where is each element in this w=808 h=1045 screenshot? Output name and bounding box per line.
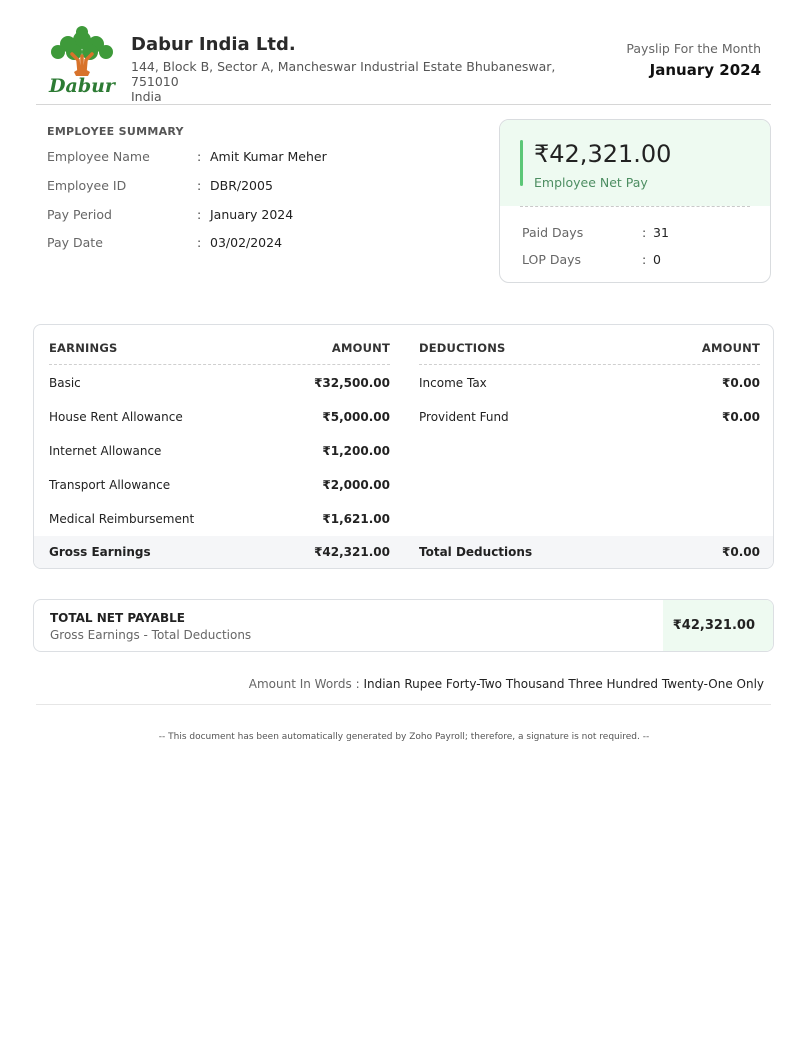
- company-name: Dabur India Ltd.: [131, 34, 296, 55]
- company-address: [131, 59, 591, 104]
- earning-label-basic: Basic: [49, 376, 81, 390]
- earning-amount-transport: ₹2,000.00: [322, 478, 390, 492]
- deductions-header: DEDUCTIONS: [419, 341, 506, 355]
- divider: [36, 704, 771, 705]
- company-address-line1: 144, Block B, Sector A, Mancheswar Industrial Estate Bhubaneswar, 751010: [131, 59, 556, 89]
- deduction-amount-provident-fund: ₹0.00: [722, 410, 760, 424]
- summary-label: Employee ID: [47, 178, 127, 193]
- earnings-header: EARNINGS: [49, 341, 118, 355]
- total-deductions-label: Total Deductions: [419, 545, 533, 559]
- summary-row-pay-date: Pay Date : 03/02/2024: [47, 235, 283, 250]
- net-payable-subtitle: Gross Earnings - Total Deductions: [50, 628, 252, 642]
- deduction-label-provident-fund: Provident Fund: [419, 410, 509, 424]
- payslip-header: [36, 24, 771, 105]
- earning-amount-medical: ₹1,621.00: [322, 512, 390, 526]
- net-payable-title: TOTAL NET PAYABLE: [50, 611, 186, 625]
- totals-row: [34, 536, 773, 568]
- earning-amount-basic: ₹32,500.00: [314, 376, 390, 390]
- summary-label: Employee Name: [47, 149, 150, 164]
- earnings-deductions-table: [33, 324, 774, 569]
- net-payable-amount: ₹42,321.00: [672, 618, 755, 633]
- svg-text:Dabur: Dabur: [49, 75, 115, 96]
- summary-label: Pay Date: [47, 235, 103, 250]
- earning-label-medical: Medical Reimbursement: [49, 512, 195, 526]
- total-deductions-amount: ₹0.00: [722, 545, 760, 559]
- summary-value: Amit Kumar Meher: [210, 149, 327, 164]
- net-pay-label: Employee Net Pay: [534, 175, 648, 190]
- net-pay-amount: ₹42,321.00: [534, 140, 672, 168]
- summary-value: DBR/2005: [210, 178, 273, 193]
- summary-label: Pay Period: [47, 207, 112, 222]
- deductions-amount-header: AMOUNT: [701, 341, 760, 355]
- earning-label-transport: Transport Allowance: [49, 478, 171, 492]
- lop-days-label: LOP Days: [522, 252, 582, 267]
- summary-value: 03/02/2024: [210, 235, 283, 250]
- earning-amount-internet: ₹1,200.00: [322, 444, 390, 458]
- summary-row-employee-name: Employee Name : Amit Kumar Meher: [47, 149, 327, 164]
- employee-summary-title: EMPLOYEE SUMMARY: [47, 125, 184, 138]
- gross-earnings-label: Gross Earnings: [49, 545, 151, 559]
- employee-net-pay-card: ₹42,321.00 Employee Net Pay Paid Days : 31 LOP Days : 0: [499, 119, 771, 283]
- summary-row-pay-period: Pay Period : January 2024: [47, 207, 294, 222]
- deduction-amount-income-tax: ₹0.00: [722, 376, 760, 390]
- earning-label-internet: Internet Allowance: [49, 444, 162, 458]
- amount-in-words-label: Amount In Words: [248, 677, 352, 691]
- earning-label-hra: House Rent Allowance: [49, 410, 183, 424]
- summary-value: January 2024: [210, 207, 294, 222]
- amount-in-words: Amount In Words : Indian Rupee Forty-Two Thousand Three Hundred Twenty-One Only: [248, 677, 764, 691]
- earning-amount-hra: ₹5,000.00: [322, 410, 390, 424]
- gross-earnings-amount: ₹42,321.00: [314, 545, 390, 559]
- net-payable-amount-box: [663, 600, 773, 651]
- deductions-header-divider: [419, 364, 760, 365]
- paid-days-value: 31: [653, 225, 669, 240]
- accent-bar: [520, 140, 523, 186]
- total-net-payable-box: [33, 599, 774, 652]
- paid-days-label: Paid Days: [522, 225, 584, 240]
- divider: [520, 206, 750, 207]
- earnings-header-divider: [49, 364, 390, 365]
- amount-in-words-value: Indian Rupee Forty-Two Thousand Three Hundred Twenty-One Only: [363, 677, 764, 691]
- auto-generated-note: -- This document has been automatically generated by Zoho Payroll; therefore, a signature is not required. --: [158, 732, 650, 742]
- dabur-tree-logo: [44, 26, 120, 96]
- payslip-month: January 2024: [649, 61, 761, 79]
- payslip-month-label: Payslip For the Month: [626, 41, 761, 56]
- lop-days-value: 0: [653, 252, 661, 267]
- earnings-amount-header: AMOUNT: [331, 341, 390, 355]
- company-address-line2: India: [131, 89, 162, 104]
- deduction-label-income-tax: Income Tax: [419, 376, 487, 390]
- summary-row-employee-id: Employee ID : DBR/2005: [47, 178, 273, 193]
